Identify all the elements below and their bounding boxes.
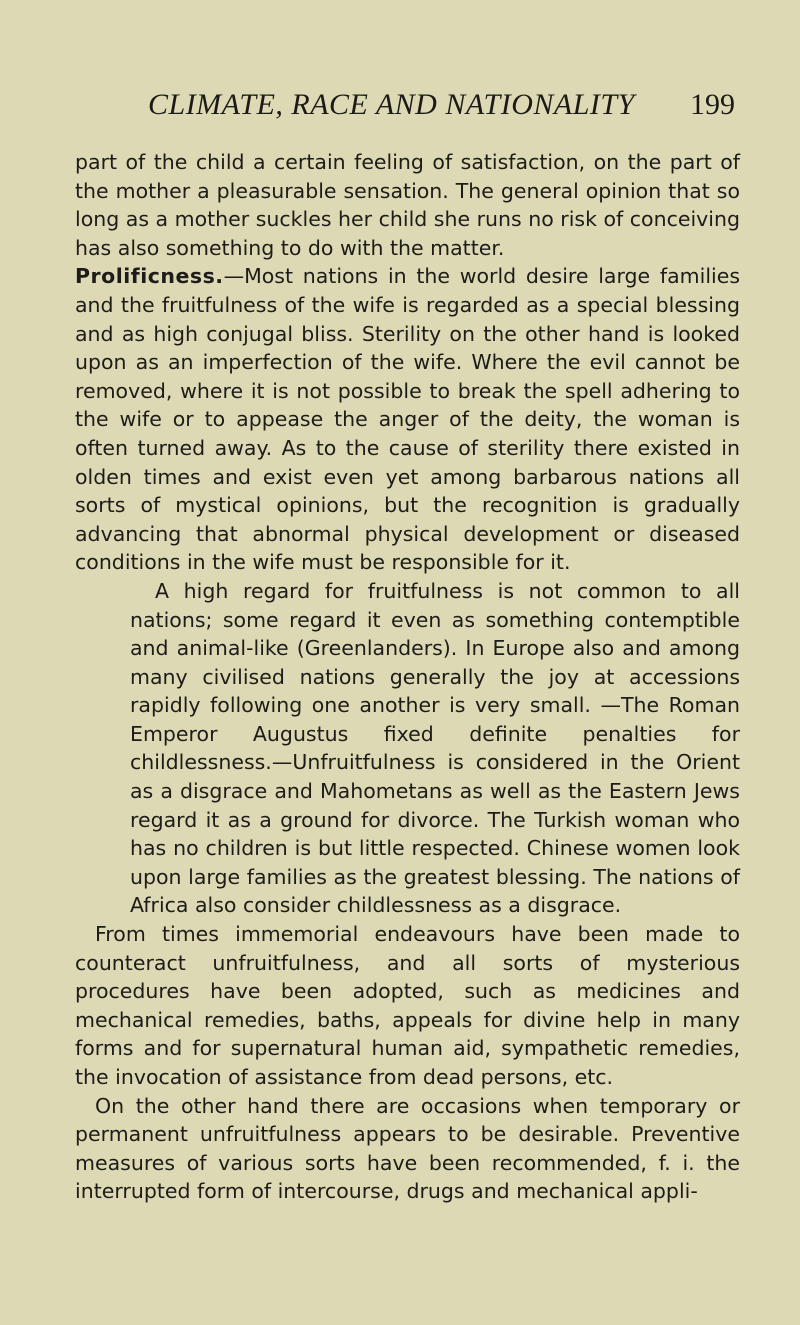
paragraph-1: part of the child a certain feeling of satisfaction, on the part of the mother a pleasurable sensation. The general opinion that so long as a mother suckles her child she runs no risk of conceiving has also something to do with the matter. <box>75 150 740 260</box>
body-text <box>75 148 740 1206</box>
page-header <box>0 88 800 128</box>
page-number: 199 <box>690 88 735 121</box>
paragraph-2-text: —Most nations in the world desire large families and the fruitfulness of the wife is regarded as a special blessing and as high conjugal bliss. Sterility on the other hand is looked upon as an imperfection of the wife. Where the evil cannot be removed, where it is not possible to break the spell adhering to the wife or to appease the anger of the deity, the woman is often turned away. As to the cause of sterility there existed in olden times and exist even yet among barbarous nations all sorts of mystical opinions, but the recognition is gradually advancing that abnormal physical development or diseased conditions in the wife must be responsible for it. <box>75 264 740 575</box>
paragraph-4: From times immemorial endeavours have been made to counteract unfruitfulness, and all sorts of mysterious procedures have been adopted, such as medicines and mechanical remedies, baths, appeals for divine help in many forms and for supernatural human aid, sympathetic remedies, the invocation of assistance from dead persons, etc. <box>75 922 740 1089</box>
paragraph-3-indented-block: A high regard for fruitfulness is not common to all nations; some regard it even as something contemptible and animal-like (Greenlanders). In Europe also and among many civilised nations generally the joy at accessions rapidly following one another is very small. —The Roman Emperor Augustus fixed definite penalties for childlessness.—Unfruitfulness is considered in the Orient as a disgrace and Mahometans as well as the Eastern Jews regard it as a ground for divorce. The Turkish woman who has no children is but little respected. Chinese women look upon large families as the greatest blessing. The nations of Africa also consider childlessness as a disgrace. <box>130 578 740 918</box>
section-heading-prolificness: Prolificness. <box>75 264 224 289</box>
paragraph-5: On the other hand there are occasions when temporary or permanent unfruitfulness appears to be desirable. Preventive measures of various sorts have been recommended, f. i. the interrupted form of intercourse, drugs and mechanical appli- <box>75 1093 740 1204</box>
paragraph-2 <box>75 262 740 577</box>
running-title: CLIMATE, RACE AND NATIONALITY <box>148 88 635 121</box>
